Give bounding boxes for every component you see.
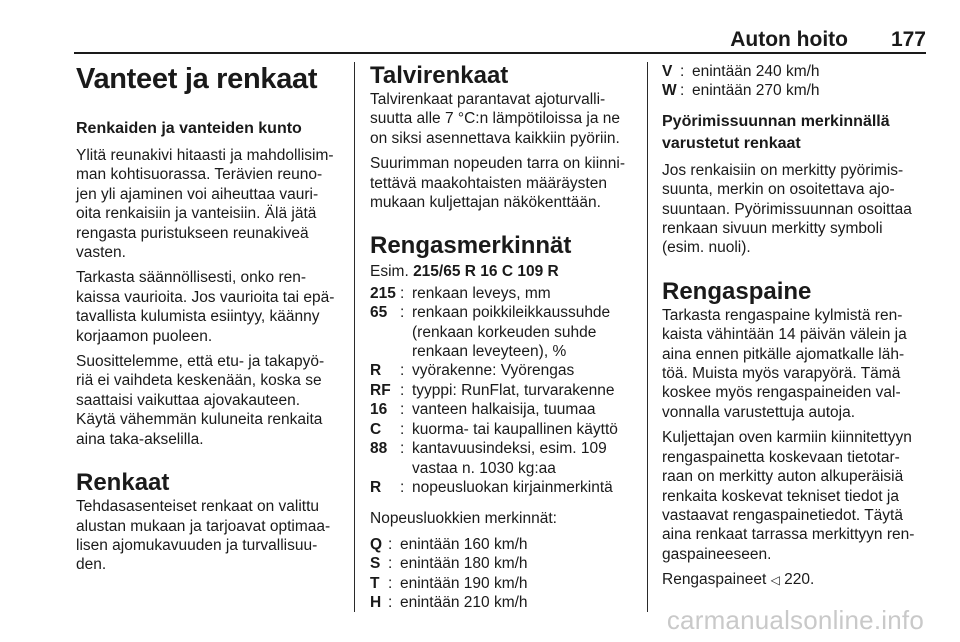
page-number: 177 [890,28,926,51]
list-item: S : enintään 180 km/h [370,555,528,573]
list-item: 65 : renkaan poikkileikkaussuhde (renkaan korkeuden suhde renkaan leveyteen), % [370,304,611,361]
marking-codes-list [370,284,642,497]
list-item: W : enintään 270 km/h [662,82,820,100]
paragraph-rotation-direction: Jos renkaisiin on merkitty pyörimis- suunta, merkin on osoitettava ajo- suuntaan. Pyörimissuunnan osoittaa renkaan sivuun merkitty symboli (esim. nuoli). [662,161,912,257]
paragraph-inspect: Tarkasta säännöllisesti, onko ren- kaissa vaurioita. Jos vaurioita tai epä- tavallista kulumista esiintyy, käänny korjaamon puoleen. [76,269,335,345]
list-item: H : enintään 210 km/h [370,593,528,611]
heading-tyres: Renkaat [76,469,170,497]
column-divider [647,62,648,612]
section-title: Auton hoito [730,28,848,51]
paragraph-speed-label: Suurimman nopeuden tarra on kiinni- tettävä maakohtaisten määräysten mukaan kuljettajan näkökenttään. [370,155,626,212]
list-item: 88 : kantavuusindeksi, esim. 109 vastaa n. 1030 kg:aa [370,440,607,477]
paragraph-curbs: Ylitä reunakivi hitaasti ja mahdollisim- man kohtisuorassa. Terävien reuno- jen yli ajaminen voi aiheuttaa vauri- oita renkaisiin ja vanteisiin. Älä jätä rengasta puristukseen reunakiveä vasten. [76,147,334,262]
column-divider [354,62,355,612]
list-item: RF : tyyppi: RunFlat, turvarakenne [370,381,615,399]
paragraph-check-pressure: Tarkasta rengaspaine kylmistä ren- kaista vähintään 14 päivän välein ja aina ennen pitkälle ajomatkalle läh- töä. Muista myös varapyörä. Tämä koskee myös rengaspaineiden val- vonnalla varustettuja autoja. [662,306,907,421]
speed-classes-intro: Nopeusluokkien merkinnät: [370,510,557,528]
chapter-title: Vanteet ja renkaat [76,63,318,95]
list-item: 16 : vanteen halkaisija, tuumaa [370,401,596,419]
speed-classes-list [370,535,642,613]
column-2 [370,62,642,618]
paragraph-rotation: Suosittelemme, että etu- ja takapyö- riä ei vaihdeta keskenään, koska se saattaisi vaikuttaa ajovakauteen. Käytä vähemmän kuluneita renkaita aina taka-akselilla. [76,353,325,448]
list-item: 215 : renkaan leveys, mm [370,284,551,302]
cross-reference: Rengaspaineet ◁ 220. [662,571,815,589]
speed-classes-list-cont [662,62,934,101]
paragraph-pressure-label: Kuljettajan oven karmiin kiinnitettyyn rengaspainetta koskevaan tietotar- raan on merkitty auton alkuperäisiä renkaita koskevat tekniset tiedot ja vastaavat rengaspainetiedot. Täytä aina renkaat tarrassa merkittyyn ren- gaspaineeseen. [662,429,915,563]
column-1 [76,62,348,581]
reference-arrow-icon: ◁ [770,573,780,588]
heading-tyre-markings: Rengasmerkinnät [370,232,572,260]
example-code: 215/65 R 16 C 109 R [413,263,559,281]
paragraph-winter: Talvirenkaat parantavat ajoturvalli- suutta alle 7 °C:n lämpötiloissa ja ne on siksi asennettava kaikkiin pyöriin. [370,91,621,147]
list-item: C : kuorma- tai kaupallinen käyttö [370,420,618,438]
heading-tyre-pressure: Rengaspaine [662,277,812,305]
reference-page-link[interactable]: 220. [779,571,815,589]
paragraph-factory-tyres: Tehdasasenteiset renkaat on valittu alustan mukaan ja tarjoavat optimaa- lisen ajomukavuuden ja turvallisuu- den. [76,498,331,574]
list-item: R : vyörakenne: Vyörengas [370,362,575,380]
heading-winter-tyres: Talvirenkaat [370,62,509,89]
list-item: R : nopeusluokan kirjainmerkintä [370,478,613,496]
list-item: V : enintään 240 km/h [662,63,820,80]
subheading-condition: Renkaiden ja vanteiden kunto [76,120,302,137]
example-line: Esim. 215/65 R 16 C 109 R [370,263,559,281]
column-3 [662,62,934,597]
watermark: carmanualsonline.info [666,605,924,635]
subheading-rotation-direction: Pyörimissuunnan merkinnällä varustetut renkaat [662,112,890,152]
page-header [74,22,926,54]
list-item: T : enintään 190 km/h [370,574,528,592]
list-item: Q : enintään 160 km/h [370,535,528,553]
